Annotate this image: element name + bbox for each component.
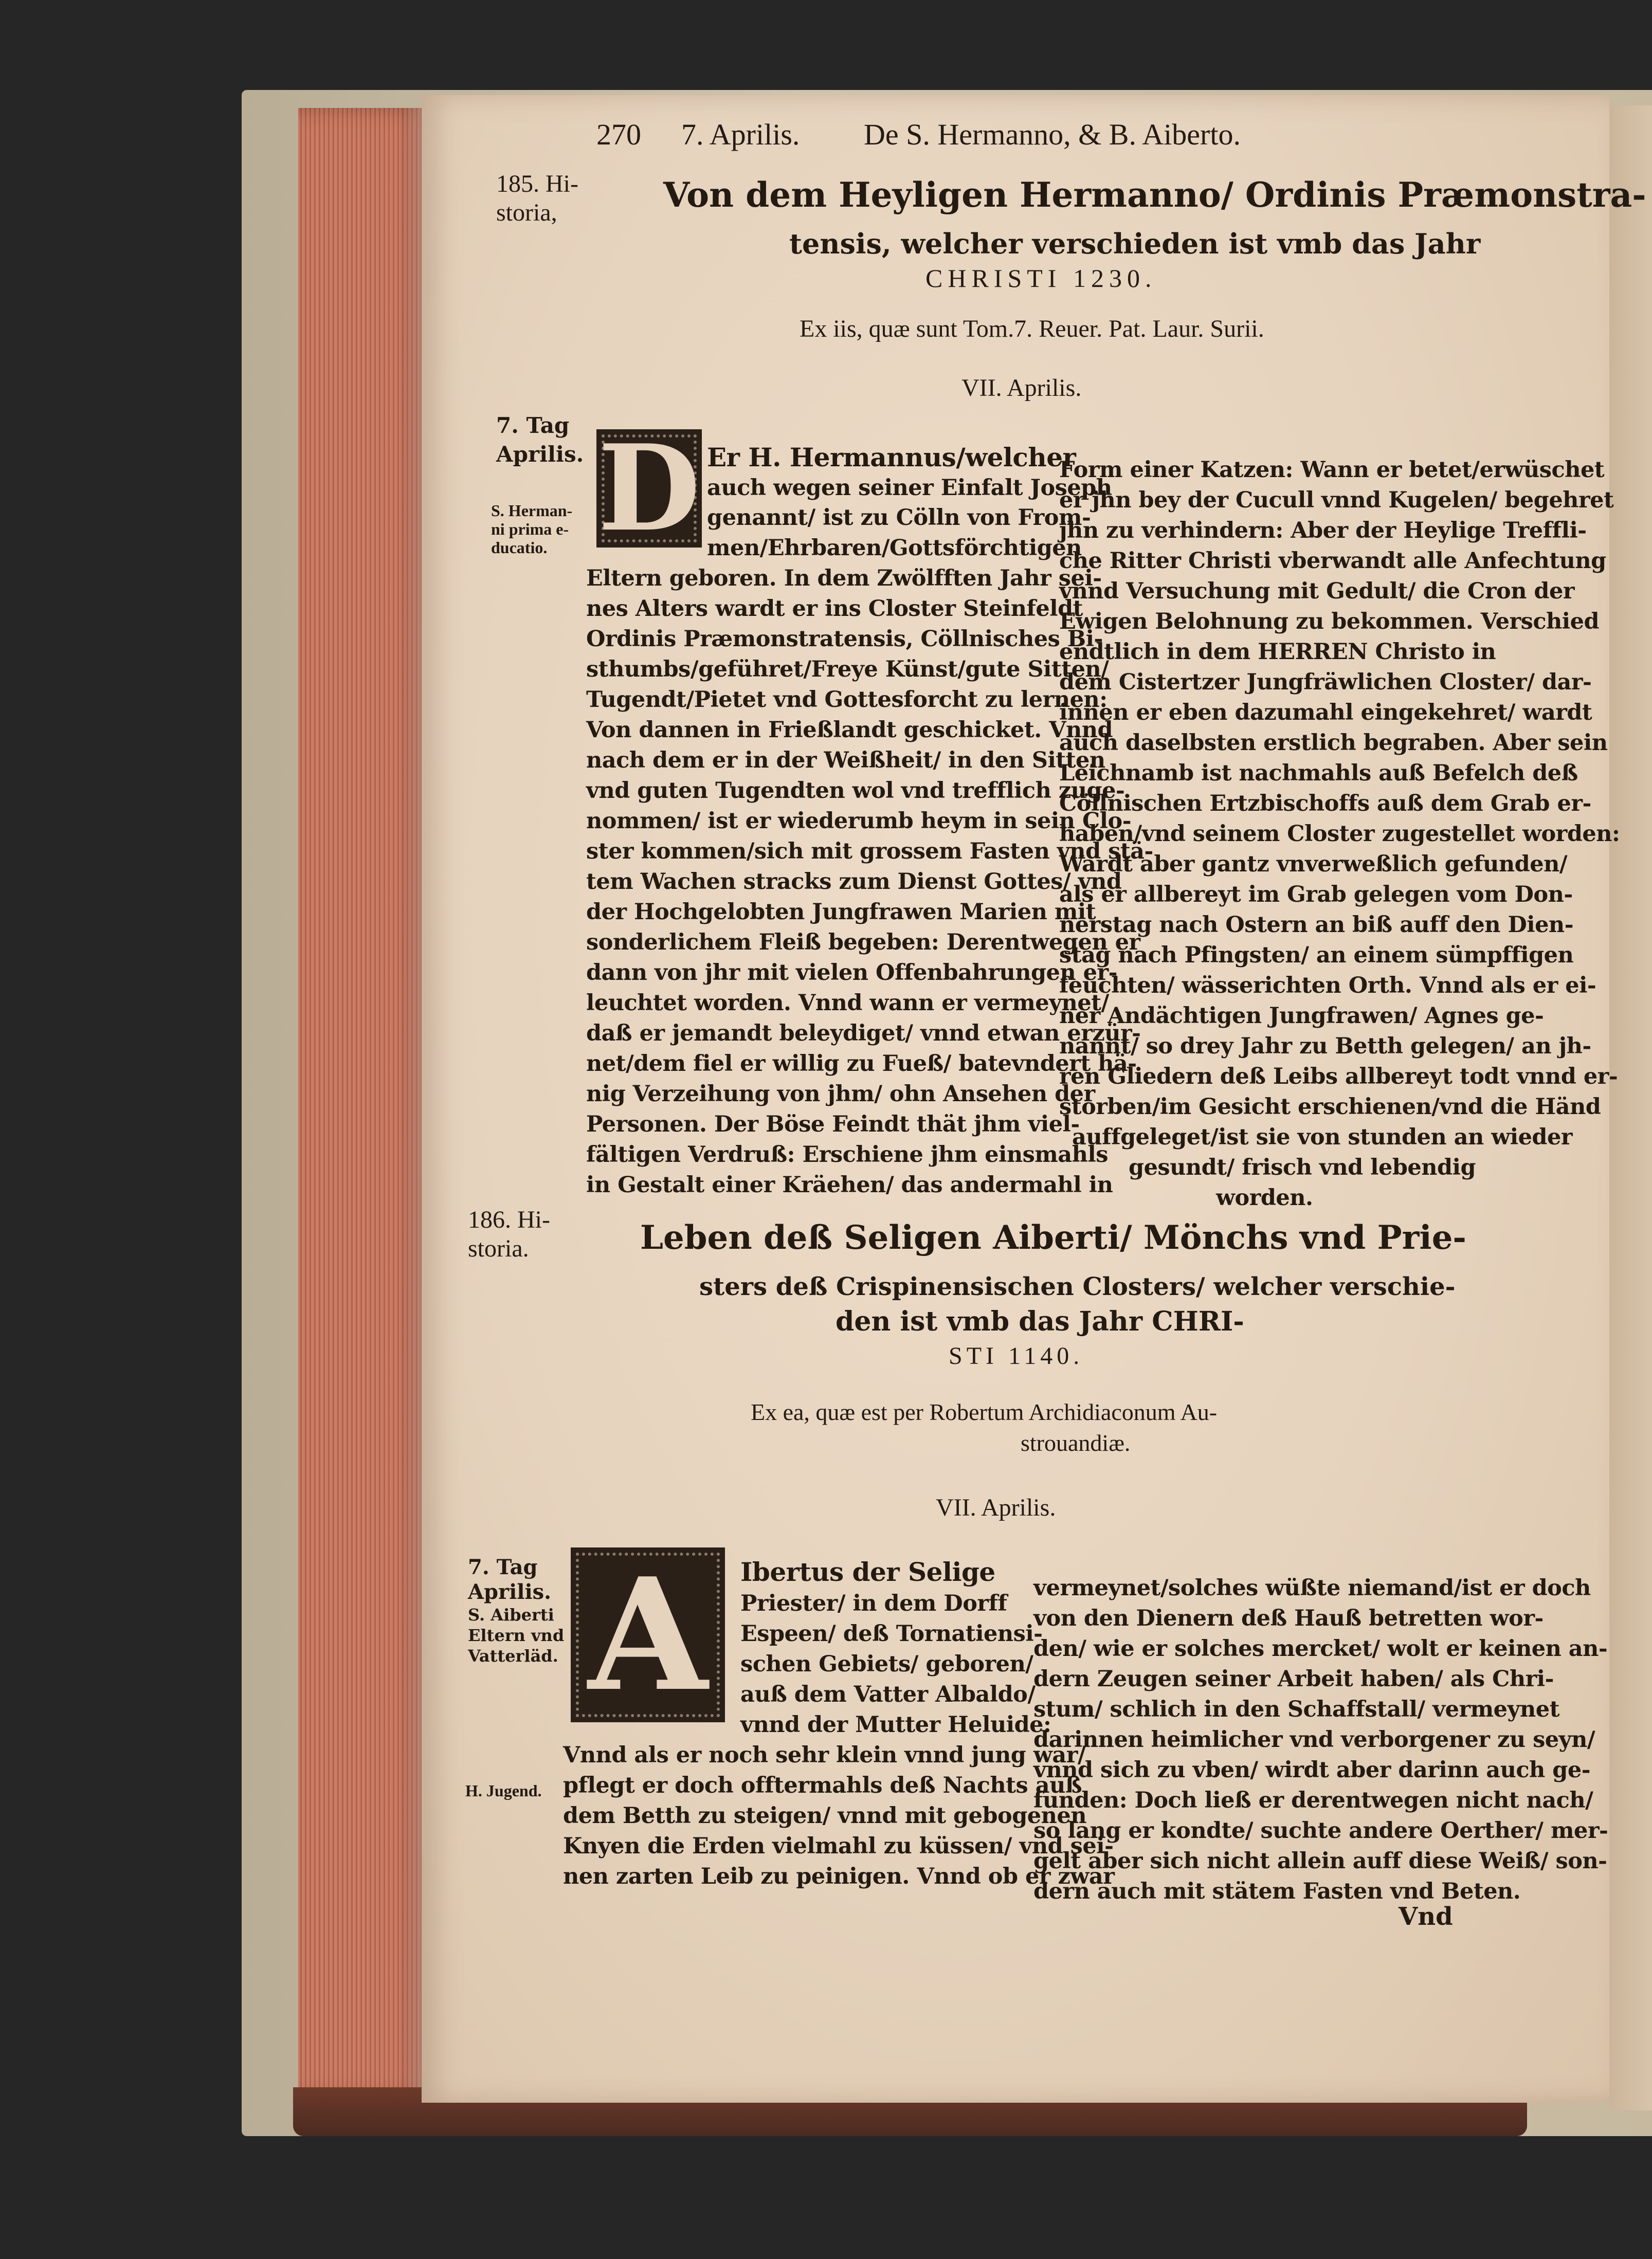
margin-line: 185. Hi- <box>496 170 578 197</box>
text-line: vnnd der Mutter Heluide: <box>740 1712 1051 1738</box>
text-line: stum/ schlich in den Schaffstall/ vermeynet <box>1033 1697 1559 1722</box>
page-edges <box>298 108 432 2098</box>
text-line: sonderlichem Fleiß begeben: Derentwegen er <box>586 930 1140 955</box>
text-line: innen er eben dazumahl eingekehret/ wardt <box>1059 700 1592 725</box>
text-line: Personen. Der Böse Feindt thät jhm viel- <box>586 1112 1080 1137</box>
text-line: vnd guten Tugendten wol vnd trefflich zuge- <box>586 778 1125 804</box>
margin-line: S. Herman- <box>491 501 573 520</box>
text-line: ren Gliedern deß Leibs allbereyt todt vnnd er- <box>1059 1064 1618 1089</box>
text-line: ner Andächtigen Jungfrawen/ Agnes ge- <box>1059 1003 1544 1029</box>
margin-line: S. Aiberti <box>468 1605 554 1625</box>
section1-title-line2: tensis, welcher verschieden ist vmb das Jahr <box>789 227 1481 260</box>
header-date: 7. Aprilis. <box>681 118 800 151</box>
text-line: nerstag nach Ostern an biß auff den Dien- <box>1059 912 1574 938</box>
margin-line: 7. Tag <box>496 413 570 438</box>
margin-line: 186. Hi- <box>468 1206 550 1233</box>
text-line: che Ritter Christi vberwandt alle Anfechtung <box>1059 548 1606 574</box>
section2-title-line4: STI 1140. <box>949 1342 1084 1370</box>
margin-line: ni prima e- <box>491 520 569 538</box>
text-line: leuchtet worden. Vnnd wann er vermeynet/ <box>586 990 1109 1016</box>
text-line: als er allbereyt im Grab gelegen vom Don- <box>1059 882 1573 907</box>
section2-margin-number <box>468 1206 550 1263</box>
text-line: feuchten/ wässerichten Orth. Vnnd als er ei- <box>1059 973 1596 998</box>
text-line: Espeen/ deß Tornatiensi- <box>740 1621 1043 1647</box>
margin-line: storia, <box>496 199 557 226</box>
text-line: von den Dienern deß Hauß betretten wor- <box>1033 1606 1544 1631</box>
margin-line: Aprilis. <box>468 1580 552 1604</box>
margin-line: storia. <box>468 1235 529 1262</box>
text-line: pflegt er doch offtermahls deß Nachts auß <box>563 1773 1082 1798</box>
section1-margin-date <box>496 411 584 469</box>
text-line: nommen/ ist er wiederumb heym in sein Clo- <box>586 808 1132 834</box>
text-line: jhn zu verhindern: Aber der Heylige Treffli- <box>1059 518 1587 543</box>
text-line: dern Zeugen seiner Arbeit haben/ als Chri- <box>1033 1666 1554 1692</box>
text-line: net/dem fiel er willig zu Fueß/ batevndert hä- <box>586 1051 1137 1077</box>
text-line: genannt/ ist zu Cölln von From- <box>707 505 1091 531</box>
text-line: Ewigen Belohnung zu bekommen. Verschied <box>1059 609 1600 634</box>
text-line: ster kommen/sich mit grossem Fasten vnd stä- <box>586 839 1153 864</box>
text-line: Wardt aber gantz vnverweßlich gefunden/ <box>1059 851 1568 877</box>
section2-margin-date <box>468 1555 564 1666</box>
text-line: funden: Doch ließ er derentwegen nicht nach/ <box>1033 1788 1593 1813</box>
text-line: den/ wie er solches mercket/ wolt er keinen an- <box>1033 1636 1608 1662</box>
text-line: Eltern geboren. In dem Zwölfften Jahr sei- <box>586 566 1102 591</box>
text-line: gelt aber sich nicht allein auff diese Weiß/ son- <box>1033 1848 1607 1874</box>
section2-date: VII. Aprilis. <box>936 1494 1056 1521</box>
text-line: darinnen heimlicher vnd verborgener zu seyn/ <box>1033 1727 1595 1753</box>
section1-title-line3: CHRISTI 1230. <box>925 264 1157 293</box>
section1-title-line1: Von dem Heyligen Hermanno/ Ordinis Præmonstra- <box>663 175 1646 215</box>
text-line: Tugendt/Pietet vnd Gottesforcht zu lernen: <box>586 687 1108 713</box>
text-line: nen zarten Leib zu peinigen. Vnnd ob er zwar <box>563 1864 1115 1889</box>
running-title: De S. Hermanno, & B. Aiberto. <box>864 118 1241 151</box>
text-line: worden. <box>1216 1185 1313 1211</box>
text-line: er jhn bey der Cucull vnnd Kugelen/ begehret <box>1059 487 1614 513</box>
text-line: Form einer Katzen: Wann er betet/erwüschet <box>1059 457 1605 483</box>
text-line: so lang er kondte/ suchte andere Oerther/ mer- <box>1033 1818 1608 1844</box>
text-line: dem Betth zu steigen/ vnnd mit gebogenen <box>563 1803 1087 1829</box>
text-line: auch daselbsten erstlich begraben. Aber sein <box>1059 730 1608 756</box>
text-line: schen Gebiets/ geboren/ <box>740 1651 1033 1677</box>
section2-title-line1: Leben deß Seligen Aiberti/ Mönchs vnd Prie- <box>640 1218 1466 1257</box>
text-line: auß dem Vatter Albaldo/ <box>740 1682 1036 1707</box>
text-line: dann von jhr mit vielen Offenbahrungen er- <box>586 960 1118 986</box>
text-line: nes Alters wardt er ins Closter Steinfeldt <box>586 596 1083 622</box>
section2-dropcap <box>571 1544 725 1725</box>
dropcap-letter: D <box>597 419 701 558</box>
text-line: endtlich in dem HERREN Christo in <box>1059 639 1496 665</box>
section1-dropcap <box>596 419 702 558</box>
text-line: gesundt/ frisch vnd lebendig <box>1129 1155 1476 1180</box>
dropcap-letter: A <box>588 1544 708 1725</box>
text-line: der Hochgelobten Jungfrawen Marien mit <box>586 899 1096 925</box>
section1-date: VII. Aprilis. <box>961 374 1082 402</box>
text-line: daß er jemandt beleydiget/ vnnd etwan erzür- <box>586 1021 1141 1046</box>
section2-source-line1: Ex ea, quæ est per Robertum Archidiaconum Au- <box>751 1399 1218 1425</box>
text-line: in Gestalt einer Kräehen/ das andermahl in <box>586 1172 1113 1198</box>
text-line: auch wegen seiner Einfalt Joseph <box>707 475 1112 501</box>
text-line: nannt/ so drey Jahr zu Betth gelegen/ an jh- <box>1059 1033 1591 1059</box>
text-line: haben/vnd seinem Closter zugestellet worden: <box>1059 821 1620 847</box>
text-line: sthumbs/geführet/Freye Künst/gute Sitten/ <box>586 657 1109 682</box>
margin-line: 7. Tag <box>468 1555 538 1579</box>
text-line: vnnd sich zu vben/ wirdt aber darinn auch ge- <box>1033 1757 1591 1783</box>
text-line: Cöllnischen Ertzbischoffs auß dem Grab er- <box>1059 791 1591 816</box>
text-line: Priester/ in dem Dorff <box>740 1591 1007 1616</box>
text-line: Knyen die Erden vielmahl zu küssen/ vnd sei- <box>563 1833 1114 1859</box>
page-number: 270 <box>596 118 641 151</box>
text-line: men/Ehrbaren/Gottsförchtigen <box>707 535 1082 561</box>
text-line: Vnnd als er noch sehr klein vnnd jung war/ <box>563 1742 1086 1768</box>
section2-source-line2: strouandiæ. <box>1021 1430 1131 1456</box>
text-line: storben/im Gesicht erschienen/vnd die Händ <box>1059 1094 1601 1120</box>
margin-line: ducatio. <box>491 538 548 557</box>
text-line: Leichnamb ist nachmahls auß Befelch deß <box>1059 760 1578 786</box>
margin-line: Aprilis. <box>496 442 584 467</box>
section1-source: Ex iis, quæ sunt Tom.7. Reuer. Pat. Laur. Surii. <box>800 315 1264 342</box>
facing-page-edge <box>1609 105 1652 2110</box>
text-line: Von dannen in Frießlandt geschicket. Vnnd <box>586 717 1113 743</box>
text-line: nig Verzeihung von jhm/ ohn Ansehen der <box>586 1081 1095 1107</box>
text-line: vermeynet/solches wüßte niemand/ist er doch <box>1033 1575 1591 1601</box>
text-line: tem Wachen stracks zum Dienst Gottes/ vnd <box>586 869 1122 895</box>
text-line: Ibertus der Selige <box>740 1557 995 1587</box>
text-line: Ordinis Præmonstratensis, Cöllnisches Bi- <box>586 626 1103 652</box>
text-line: dem Cistertzer Jungfräwlichen Closter/ dar- <box>1059 669 1592 695</box>
section2-title-line2: sters deß Crispinensischen Closters/ welcher verschie- <box>699 1272 1456 1301</box>
text-line: dern auch mit stätem Fasten vnd Beten. <box>1033 1879 1521 1904</box>
margin-line: Vatterläd. <box>468 1646 558 1666</box>
section2-title-line3: den ist vmb das Jahr CHRI- <box>836 1306 1244 1337</box>
section1-margin-note <box>491 501 572 557</box>
section1-margin-number <box>496 170 578 227</box>
text-line: nach dem er in der Weißheit/ in den Sitten <box>586 748 1105 773</box>
text-line: Er H. Hermannus/welcher <box>707 442 1076 472</box>
text-line: fältigen Verdruß: Erschiene jhm einsmahls <box>586 1142 1108 1168</box>
section2-margin-note: H. Jugend. <box>465 1781 542 1800</box>
text-line: auffgeleget/ist sie von stunden an wieder <box>1072 1124 1573 1150</box>
margin-line: Eltern vnd <box>468 1626 565 1645</box>
text-line: stag nach Pfingsten/ an einem sümpffigen <box>1059 942 1574 968</box>
catchword: Vnd <box>1399 1902 1453 1931</box>
text-line: vnnd Versuchung mit Gedult/ die Cron der <box>1059 578 1575 604</box>
